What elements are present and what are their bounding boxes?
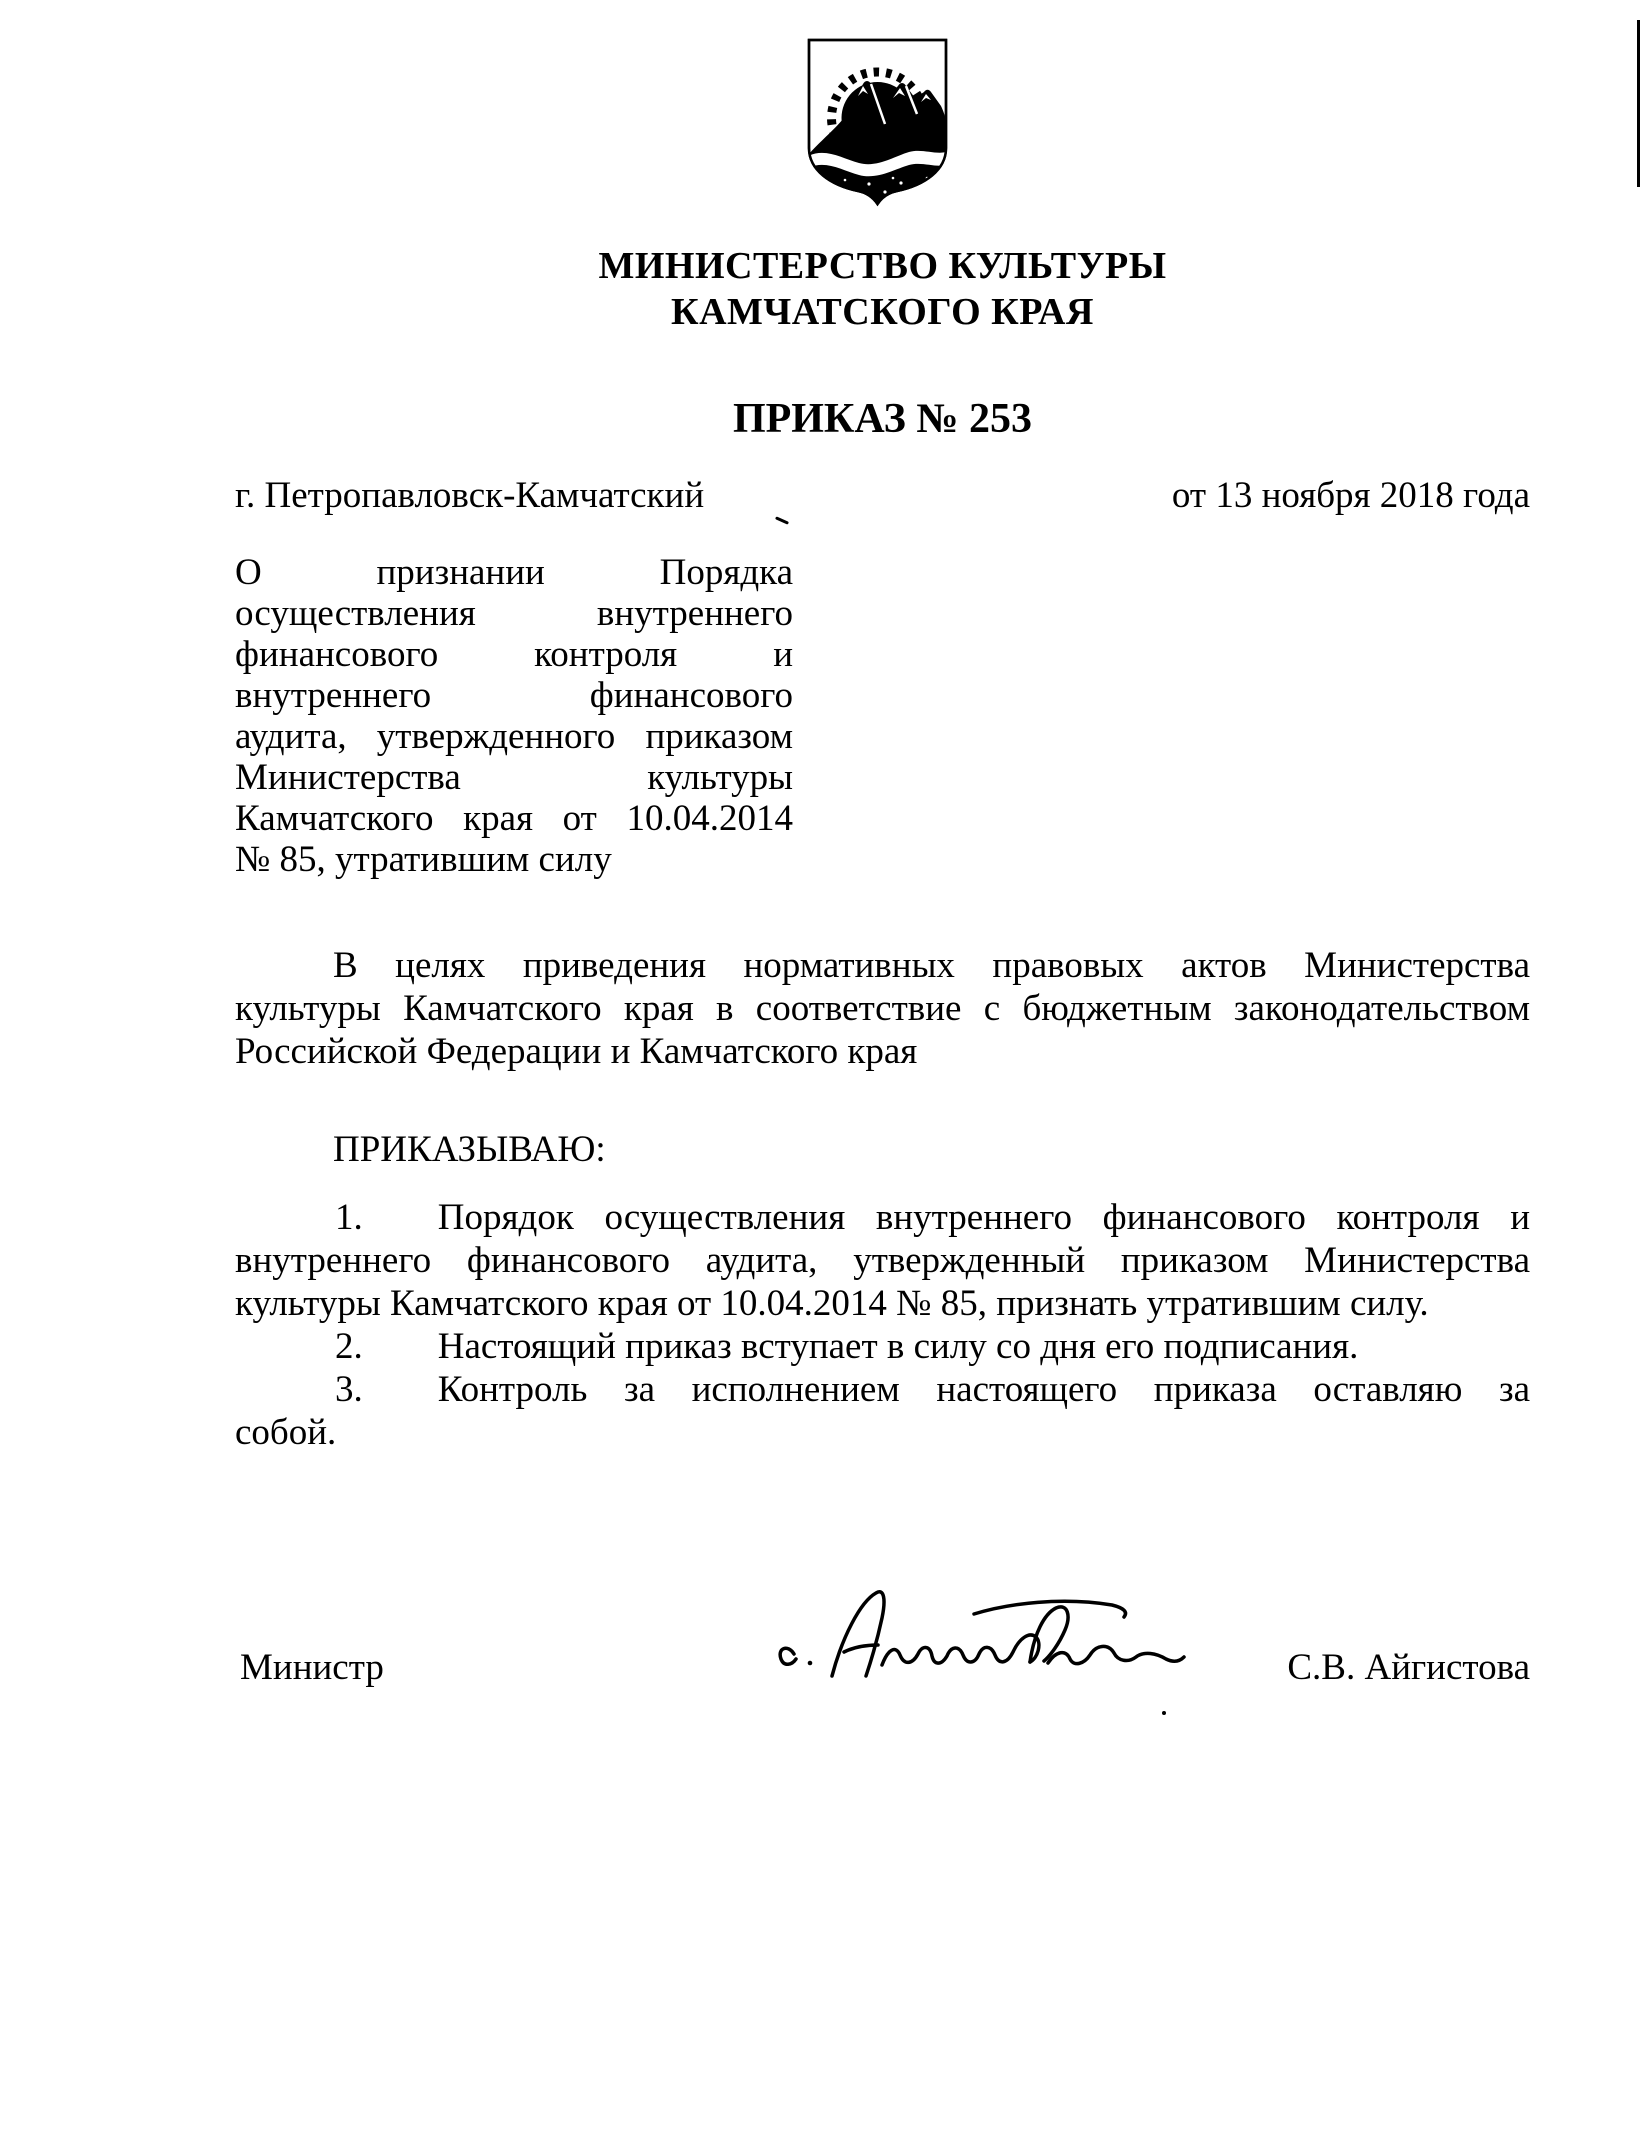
item-text: Контроль за исполнением настоящего приказа оставляю за (437, 1369, 1530, 1410)
item-text: Порядок осуществления внутреннего финансового контроля и (437, 1197, 1530, 1238)
subject-line: Министерства культуры (235, 757, 793, 798)
order-item-1-line-1 (235, 1196, 1530, 1239)
item-number: 3. (335, 1369, 363, 1410)
ministry-name (235, 243, 1530, 335)
preamble-line: В целях приведения нормативных правовых актов Министерства (333, 945, 1530, 986)
scan-dot-artifact (1162, 1711, 1166, 1715)
order-preamble (235, 944, 1530, 1073)
item-text: Настоящий приказ вступает в силу со дня его подписания. (437, 1326, 1359, 1367)
subject-line: финансового контроля и (235, 634, 793, 675)
item-number: 2. (335, 1326, 363, 1367)
order-title: ПРИКАЗ № 253 (732, 396, 1033, 442)
subject-line: осуществления внутреннего (235, 593, 793, 634)
ministry-name-line2: КАМЧАТСКОГО КРАЯ (671, 291, 1094, 333)
coat-of-arms-icon (805, 36, 950, 208)
signatory-name: С.В. Айгистова (1287, 1647, 1530, 1688)
preamble-line: Российской Федерации и Камчатского края (235, 1031, 918, 1072)
subject-line: аудита, утвержденного приказом (235, 716, 793, 757)
order-item-2-line-1 (235, 1325, 1530, 1368)
subject-line: О признании Порядка (235, 552, 793, 593)
subject-line: № 85, утратившим силу (235, 839, 612, 880)
order-item-1-line-2: внутреннего финансового аудита, утвержденный приказом Министерства (235, 1240, 1530, 1281)
ministry-name-line1: МИНИСТЕРСТВО КУЛЬТУРЫ (598, 245, 1167, 287)
order-place: г. Петропавловск-Камчатский (235, 475, 705, 516)
order-date: от 13 ноября 2018 года (1171, 475, 1530, 516)
order-item-1-line-3: культуры Камчатского края от 10.04.2014 № 85, признать утратившим силу. (235, 1283, 1429, 1324)
scan-edge-line-artifact (1637, 20, 1640, 187)
place-date-row (235, 476, 1530, 516)
item-number: 1. (335, 1197, 363, 1238)
preamble-line: культуры Камчатского края в соответствие с бюджетным законодательством (235, 988, 1530, 1029)
subject-line: внутреннего финансового (235, 675, 793, 716)
order-item-3-line-2: собой. (235, 1412, 337, 1453)
order-subject (235, 552, 793, 880)
order-item-3-line-1 (235, 1368, 1530, 1411)
signatory-position: Министр (240, 1647, 384, 1688)
subject-line: Камчатского края от 10.04.2014 (235, 798, 793, 839)
order-items (235, 1196, 1530, 1454)
decree-word: ПРИКАЗЫВАЮ: (333, 1129, 606, 1170)
scan-tick-artifact (775, 516, 789, 524)
